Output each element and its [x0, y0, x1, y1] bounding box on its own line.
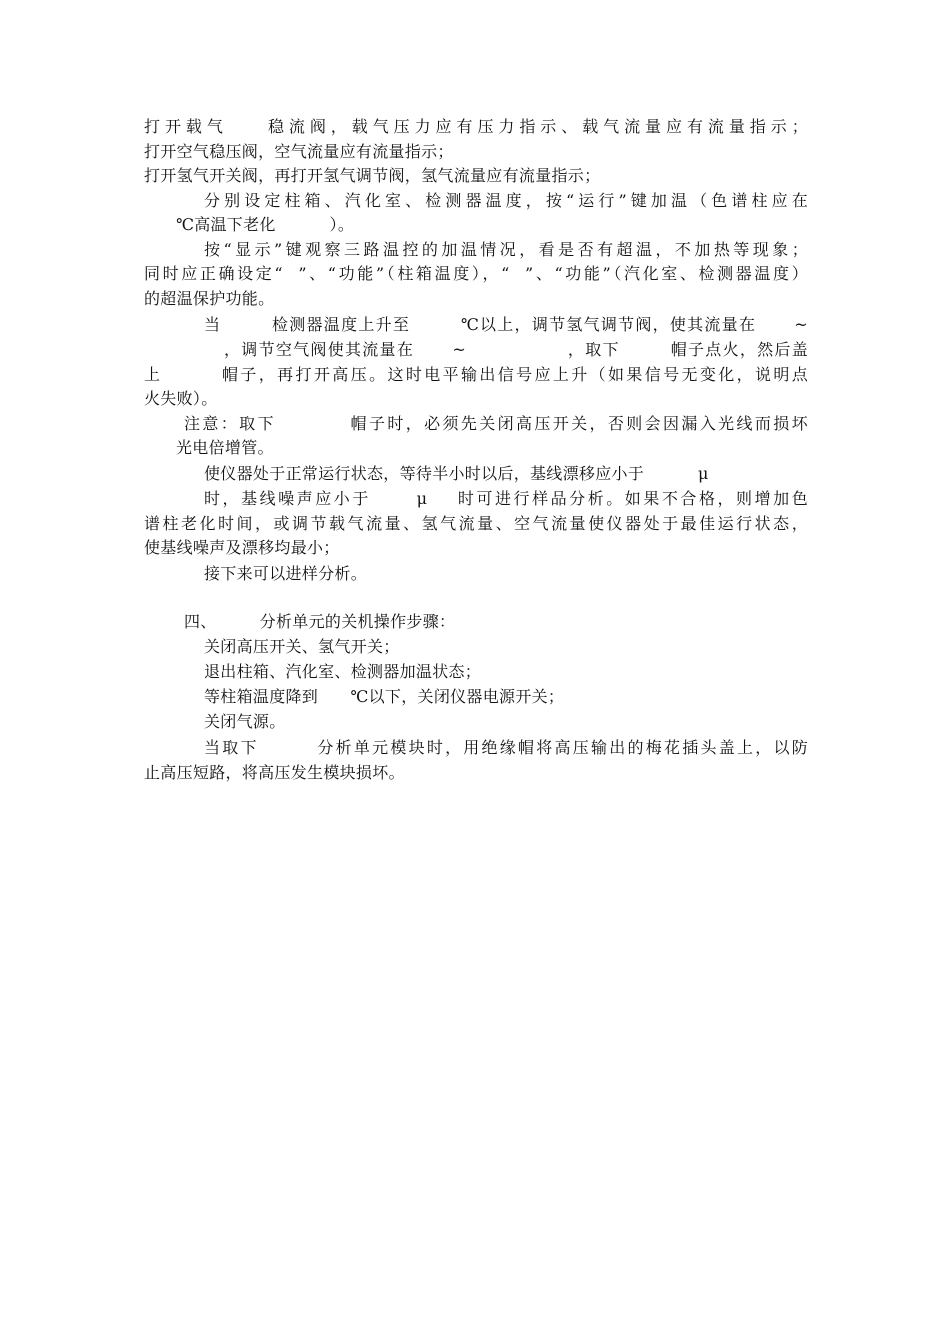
text-line-16: 时，基线噪声应小于 μ 时可进行样品分析。如果不合格，则增加色: [204, 489, 808, 508]
text-line-9: 当 检测器温度上升至 ℃以上，调节氢气调节阀，使其流量在 ~: [204, 315, 808, 334]
text-line-10: ，调节空气阀使其流量在 ~ ，取下 帽子点火，然后盖: [224, 340, 808, 359]
text-line-6: 按“显示”键观察三路温控的加温情况，看是否有超温，不加热等现象；: [204, 240, 808, 259]
text-line-3: 打开氢气开关阀，再打开氢气调节阀，氢气流量应有流量指示；: [144, 166, 601, 185]
text-line-7: 同时应正确设定“ ”、“功能”（柱箱温度），“ ”、“功能”（汽化室、检测器温度）: [144, 264, 808, 283]
text-line-13: 注意：取下 帽子时，必须先关闭高压开关，否则会因漏入光线而损坏: [184, 414, 808, 433]
text-line-18: 使基线噪声及漂移均最小；: [144, 538, 340, 557]
text-line-14: 光电倍增管。: [176, 438, 274, 457]
text-line-21: 关闭高压开关、氢气开关；: [204, 637, 400, 656]
text-line-22: 退出柱箱、汽化室、检测器加温状态；: [204, 662, 482, 681]
text-line-11: 上 帽子，再打开高压。这时电平输出信号应上升（如果信号无变化，说明点: [144, 365, 808, 384]
text-line-24: 关闭气源。: [204, 712, 286, 731]
section-heading: 四、 分析单元的关机操作步骤：: [184, 612, 456, 631]
text-line-12: 火失败）。: [144, 389, 218, 408]
text-line-23: 等柱箱温度降到 ℃以下，关闭仪器电源开关；: [204, 687, 565, 706]
text-line-19: 接下来可以进样分析。: [204, 564, 368, 583]
text-line-17: 谱柱老化时间，或调节载气流量、氢气流量、空气流量使仪器处于最佳运行状态，: [144, 514, 808, 533]
text-line-8: 的超温保护功能。: [144, 289, 275, 308]
text-line-4: 分别设定柱箱、汽化室、检测器温度，按“运行”键加温（色谱柱应在: [204, 191, 808, 210]
text-line-5: ℃高温下老化 ）。: [176, 215, 355, 234]
text-line-25: 当取下 分析单元模块时，用绝缘帽将高压输出的梅花插头盖上，以防: [204, 738, 808, 757]
text-line-1: 打开载气 稳流阀，载气压力应有压力指示、载气流量应有流量指示；: [144, 117, 808, 136]
text-line-26: 止高压短路，将高压发生模块损坏。: [144, 763, 405, 782]
text-line-2: 打开空气稳压阀，空气流量应有流量指示；: [144, 142, 454, 161]
text-line-15: 使仪器处于正常运行状态，等待半小时以后，基线漂移应小于 μ: [204, 464, 709, 483]
